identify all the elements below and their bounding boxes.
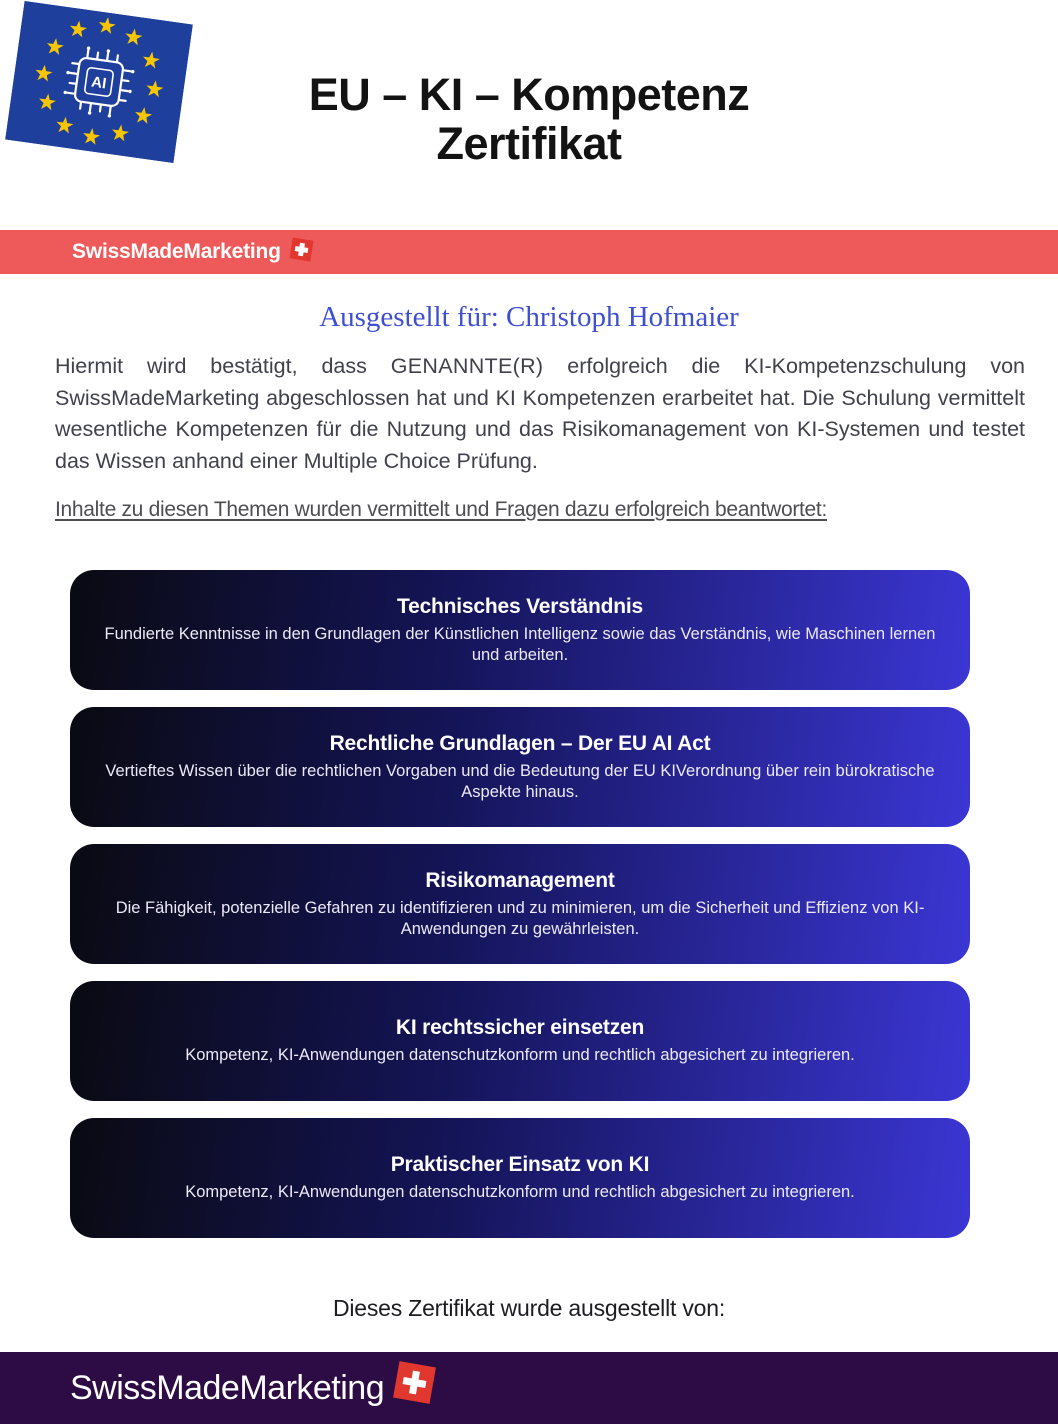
topic-card: [70, 844, 970, 964]
swiss-flag-icon: [393, 1361, 436, 1404]
topic-title: Technisches Verständnis: [397, 594, 643, 618]
page-title-line2: Zertifikat: [436, 118, 622, 169]
topic-card: [70, 1118, 970, 1238]
ai-chip-label: AI: [90, 73, 108, 93]
body-text-pre: Hiermit wird bestätigt, dass: [55, 354, 391, 378]
topic-description: Kompetenz, KI-Anwendungen datenschutzkonform und rechtlich abgesichert zu integrieren.: [185, 1183, 855, 1201]
header-brand-banner: [0, 230, 1058, 274]
certificate-recipient: Ausgestellt für: Christoph Hofmaier: [319, 301, 739, 333]
brand-name: SwissMadeMarketing: [70, 1368, 385, 1407]
body-text-post: erfolgreich die KI-Kompetenzschulung von SwissMadeMarketing abgeschlossen hat und KI Kompetenzen erarbeitet hat. Die Schulung vermittelt wesentliche Kompetenzen für die Nutzung und das Risikomanagement von KI-Systemen und testet das Wissen anhand einer Multiple Choice Prüfung.: [55, 354, 1025, 473]
topic-title: KI rechtssicher einsetzen: [395, 1016, 645, 1039]
topic-card: [70, 981, 970, 1101]
topic-card: [70, 707, 970, 827]
brand-name: SwissMadeMarketing: [72, 240, 281, 263]
issuer-caption: Dieses Zertifikat wurde ausgestellt von:: [332, 1295, 726, 1321]
topic-description: Vertieftes Wissen über die rechtlichen Vorgaben und die Bedeutung der EU KIVerordnung über rein bürokratische Aspekte hinaus.: [105, 761, 935, 801]
topic-description: Fundierte Kenntnisse in den Grundlagen der Künstlichen Intelligenz sowie das Verständnis, wie Maschinen lernen und arbeiten.: [104, 624, 936, 664]
recipient-placeholder: GENANNTE(R): [390, 354, 544, 378]
topic-card: [70, 570, 970, 690]
topic-title: Praktischer Einsatz von KI: [390, 1153, 650, 1176]
eu-ai-flag-logo: [5, 1, 193, 163]
footer-brand-banner: [0, 1352, 1058, 1424]
swiss-flag-icon: [289, 237, 313, 261]
topics-list: [70, 570, 970, 1238]
page-title-line1: EU – KI – Kompetenz: [308, 69, 750, 120]
topics-heading: Inhalte zu diesen Themen wurden vermittelt und Fragen dazu erfolgreich beantwortet:: [55, 498, 828, 521]
topic-description: Die Fähigkeit, potenzielle Gefahren zu identifizieren und zu minimieren, um die Sicherheit und Effizienz von KI-Anwendungen zu gewährleisten.: [115, 898, 925, 938]
certificate-body: [55, 351, 1025, 477]
topic-description: Kompetenz, KI-Anwendungen datenschutzkonform und rechtlich abgesichert zu integrieren.: [185, 1046, 855, 1064]
eu-flag-icon: [5, 1, 193, 163]
topic-title: Rechtliche Grundlagen – Der EU AI Act: [329, 731, 711, 755]
topic-title: Risikomanagement: [425, 868, 615, 892]
